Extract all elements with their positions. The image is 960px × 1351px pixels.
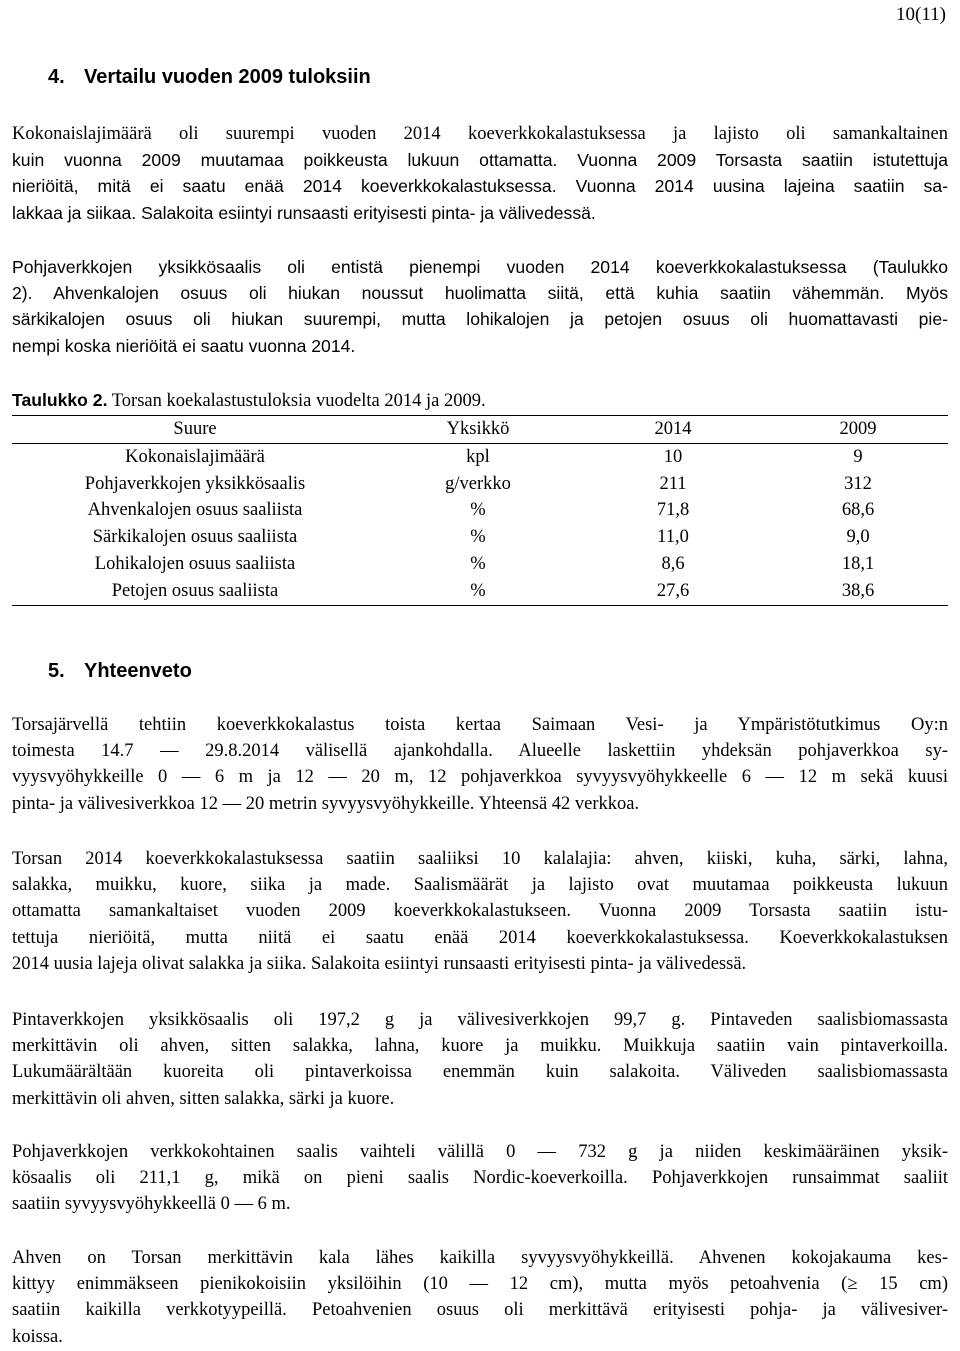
paragraph-line: nempi koska nieriöitä ei saatu vuonna 2014. [12, 335, 356, 356]
table-cell: kpl [466, 446, 490, 467]
section-5-number: 5. [48, 660, 65, 682]
paragraph-line: särkikalojen osuus oli hiukan suurempi, mutta lohikalojen ja petojen osuus oli huomattavasti pie- [12, 309, 948, 330]
table-row [12, 578, 948, 605]
section-4-paragraph-2 [12, 254, 948, 359]
section-4-number: 4. [48, 66, 65, 88]
section-5-paragraph-1 [12, 712, 948, 817]
table-cell: 10 [663, 446, 683, 467]
table-cell: 27,6 [656, 580, 690, 601]
table-cell: 68,6 [841, 500, 875, 521]
section-5-paragraph-3 [12, 1007, 948, 1112]
paragraph-line: Pohjaverkkojen verkkokohtainen saalis vaihteli välillä 0 — 732 g ja niiden keskimääräinen yksik- [12, 1142, 948, 1162]
paragraph-line: merkittävin oli ahven, sitten salakka, särki ja kuore. [12, 1088, 395, 1109]
paragraph-line: 2). Ahvenkalojen osuus oli hiukan noussut huolimatta siitä, että kuhia saatiin vähemmän. Myös [12, 283, 948, 304]
table-cell: 18,1 [841, 553, 875, 574]
section-4-paragraph-1 [12, 121, 948, 226]
table-cell: Ahvenkalojen osuus saaliista [87, 500, 303, 521]
results-table [12, 415, 948, 606]
paragraph-line: koissa. [12, 1326, 63, 1347]
table-cell: Petojen osuus saaliista [111, 580, 279, 601]
paragraph-line: lakkaa ja siikaa. Salakoita esiintyi runsaasti erityisesti pinta- ja välivedessä. [12, 202, 596, 223]
paragraph-line: saatiin kaikilla verkkotyypeillä. Petoahvenien osuus oli merkittävä erityisesti pohja- ja välivesiver- [12, 1300, 948, 1321]
paragraph-line: tettuja nieriöitä, mutta niitä ei saatu enää 2014 koeverkkokalastuksessa. Koeverkkokalastuksen [12, 927, 948, 948]
column-header: 2009 [839, 419, 877, 439]
table-cell: 9 [853, 446, 863, 467]
column-header: 2014 [654, 419, 692, 439]
section-5-paragraph-5 [12, 1245, 948, 1350]
section-5-heading [48, 660, 192, 683]
table-row [12, 443, 948, 470]
paragraph-line: Torsan 2014 koeverkkokalastuksessa saatiin saaliiksi 10 kalalajia: ahven, kiiski, kuha, särki, lahna, [12, 849, 948, 869]
table-row [12, 471, 948, 498]
table-cell: g/verkko [445, 473, 511, 494]
table-row [12, 524, 948, 551]
section-5-paragraph-4 [12, 1139, 948, 1218]
paragraph-line: ottamatta samankaltaiset vuoden 2009 koeverkkokalastukseen. Vuonna 2009 Torsasta saatiin istu- [12, 901, 948, 922]
section-5-paragraph-2 [12, 846, 948, 977]
table-cell: 211 [659, 473, 687, 494]
table-caption-text: Torsan koekalastustuloksia vuodelta 2014 ja 2009. [107, 391, 486, 411]
paragraph-line: kuin vuonna 2009 muutamaa poikkeusta lukuun ottamatta. Vuonna 2009 Torsasta saatiin istutettuja [12, 150, 948, 171]
table-caption [12, 390, 486, 412]
column-header: Suure [173, 419, 217, 439]
paragraph-line: kittyy enimmäkseen pienikokoisiin yksilöihin (10 — 12 cm), mutta myös petoahvenia (≥ 15 cm) [12, 1274, 948, 1295]
table-header-row [12, 416, 948, 444]
table-cell: Kokonaislajimäärä [125, 446, 265, 467]
table-cell: 71,8 [656, 500, 690, 521]
table-cell: 9,0 [846, 527, 870, 548]
paragraph-line: merkittävin oli ahven, sitten salakka, lahna, kuore ja muikku. Muikkuja saatiin vain pintaverkoilla. [12, 1036, 948, 1057]
paragraph-line: saatiin syvyysvyöhykkeellä 0 — 6 m. [12, 1194, 291, 1215]
table-cell: 8,6 [661, 553, 685, 574]
paragraph-line: toimesta 14.7 — 29.8.2014 välisellä ajankohdalla. Alueelle laskettiin yhdeksän pohjaverkkoa sy- [12, 741, 948, 762]
table-cell: 38,6 [841, 580, 875, 601]
paragraph-line: kösaalis oli 211,1 g, mikä on pieni saalis Nordic-koeverkoilla. Pohjaverkkojen runsaimmat saaliit [12, 1168, 948, 1189]
table-cell: % [470, 500, 486, 521]
paragraph-line: Pintaverkkojen yksikkösaalis oli 197,2 g ja välivesiverkkojen 99,7 g. Pintaveden saalisbiomassasta [12, 1010, 948, 1030]
table-cell: 312 [844, 473, 872, 494]
table-row [12, 497, 948, 524]
paragraph-line: nieriöitä, mitä ei saatu enää 2014 koeverkkokalastuksessa. Vuonna 2014 uusina lajeina saatiin sa- [12, 176, 948, 197]
paragraph-line: vyysvyöhykkeille 0 — 6 m ja 12 — 20 m, 12 pohjaverkkoa syvyysvyöhykkeelle 6 — 12 m sekä kuusi [12, 767, 948, 788]
column-header: Yksikkö [446, 419, 510, 439]
paragraph-line: salakka, muikku, kuore, siika ja made. Saalismäärät ja lajisto ovat muutamaa poikkeusta lukuun [12, 875, 948, 896]
table-row [12, 551, 948, 578]
paragraph-line: pinta- ja välivesiverkkoa 12 — 20 metrin syvyysvyöhykkeille. Yhteensä 42 verkkoa. [12, 793, 640, 814]
table-cell: % [470, 527, 486, 548]
paragraph-line: Kokonaislajimäärä oli suurempi vuoden 2014 koeverkkokalastuksessa ja lajisto oli samankaltainen [12, 124, 948, 144]
paragraph-line: 2014 uusia lajeja olivat salakka ja siika. Salakoita esiintyi runsaasti erityisesti pinta- ja välivedessä. [12, 953, 747, 974]
page-number: 10(11) [896, 4, 946, 25]
paragraph-line: Ahven on Torsan merkittävin kala lähes kaikilla syvyysvyöhykkeillä. Ahvenen kokojakauma kes- [12, 1248, 948, 1268]
section-5-title: Yhteenveto [84, 660, 192, 682]
section-4-heading [48, 66, 371, 89]
section-4-title: Vertailu vuoden 2009 tuloksiin [84, 66, 371, 88]
table-cell: Pohjaverkkojen yksikkösaalis [84, 473, 306, 494]
paragraph-line: Torsajärvellä tehtiin koeverkkokalastus toista kertaa Saimaan Vesi- ja Ympäristötutkimus Oy:n [12, 715, 948, 735]
table-cell: % [470, 580, 486, 601]
table-cell: Lohikalojen osuus saaliista [94, 553, 296, 574]
table-cell: Särkikalojen osuus saaliista [92, 527, 298, 548]
table-cell: % [470, 553, 486, 574]
paragraph-line: Lukumäärältään kuoreita oli pintaverkoissa enemmän kuin salakoita. Väliveden saalisbiomassasta [12, 1062, 948, 1083]
table-caption-label: Taulukko 2. [12, 390, 108, 410]
table-cell: 11,0 [657, 527, 689, 548]
paragraph-line: Pohjaverkkojen yksikkösaalis oli entistä pienempi vuoden 2014 koeverkkokalastuksessa (Taulukko [12, 257, 948, 277]
